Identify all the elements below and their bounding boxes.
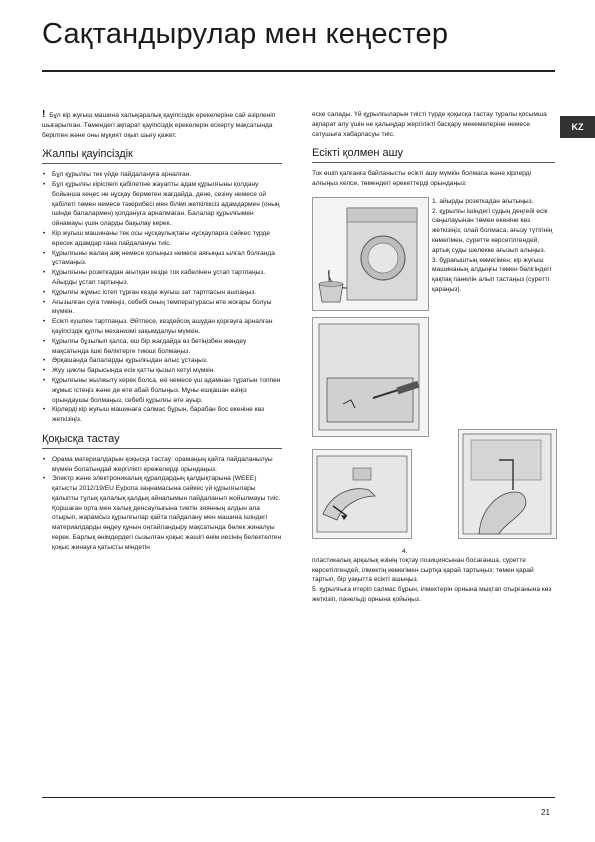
title-rule xyxy=(42,70,555,72)
list-item: • Құрылғыны жылжыту керек болса, екі немесе үш адамнан тұратын топпен жұмыс істеңіз және де өте абай болыңыз. Мұны ешқашан өзіңіз орындаушы болмаңыз, себебі құрылғы өте ауыр. xyxy=(42,376,282,405)
list-item: • Кір жуғыш машинаны тек осы нұсқаулықтағы нұсқауларға сәйкес түрде ересек адамдар ғана пайдалануы тиіс. xyxy=(42,229,282,249)
washing-machine-drain-illustration xyxy=(312,197,429,311)
list-item: • Жуу циклы барысында есік қатты қызып кетуі мүмкін. xyxy=(42,366,282,376)
step-item: 1. айырды розеткадан ағытыңыз. xyxy=(432,197,534,205)
list-item: • Құрылғыны жалаң аяқ немесе қолыңыз немесе аяғыңыз ылғал болғанда ұстамаңыз. xyxy=(42,249,282,269)
left-column xyxy=(42,110,282,553)
list-item: • Әрқашанда балаларды құрылғыдан алыс ұстаңыз. xyxy=(42,356,282,366)
list-item: • Бұл құрылғы кіріспелі қабілетіне жауапты адам құрылғыны қолдану бойынша кеңес не нұсқау бермеген жағдайда, дене, сезіну немесе ой қабілеті төмен немесе тәжірибесі мен білімі жеткіліксіз адамдармен (оның ішінде балалармен) қолдануға арналмаған. Балалар құрылғымен ойнамауы үшін оларды бақылау керек. xyxy=(42,180,282,229)
step-item: 2. құрылғы ішіндегі судың деңгейі есік саңылауынан төмен екеніне көз жеткізіңіз; олай болмаса, ағызу түтігінің көмегімен, суретте көрсетілгендей, артық суды шелекке ағызып алыңыз. xyxy=(432,207,553,254)
right-column xyxy=(312,110,555,605)
illustration-area xyxy=(312,197,555,555)
step-item: 5. құрылғыға итеріп салмас бұрын, ілмектерін орнына мықтап отырғанына көз жеткізіп, панельді орнына қойыңыз. xyxy=(312,586,552,603)
list-item: • Электр және электроникалық құралдардың қалдықтарына (WEEE) қатысты 2012/19/EU Еуропа заңнамасына сәйкес үй құрылғылары қалыпты тұлық қалалық қалдық айналымын пайдаланып жойылмауы тиіс. Қоршаған орта мен халық денсаулығына тиетін зиянның алдын ала отырып, жарамсыз құрылғылар қайта пайдалану мен машина ішіндегі материалдарды өңдеу құнын оңтайландыру мақсатында бөлек жиналуы керек. Барлық өнімдердегі сызылған қоқыс жәшігі өнім иесінің белектелген қоқыс жинауға қатысты міндетін xyxy=(42,474,282,552)
general-safety-list xyxy=(42,170,282,425)
step-item: пластикалық арқалық өзінің тоқтау позициясынан босағанша, суретте көрсетілгендей, ілмектің көмегімен сыртқа қарай тартыңыз; төмен қарай тартып, бір уақытта есікті ашыңыз. xyxy=(312,556,534,584)
list-item: • Бұл құрылғы тек үйде пайдалануға арналған. xyxy=(42,170,282,180)
list-item: • Орама материалдарын қоқысқа тастау: орамаңың қайта пайдаланылуы мүмкін болатындай жергілікті ережелерді орындаңыз. xyxy=(42,455,282,475)
list-item: • Есікті күшпен тартпаңыз. Әйтпесе, кездейсоқ ашудан қорғауға арналған қауіпсіздік құлпы механизмі зақымдалуы мүмкін. xyxy=(42,317,282,337)
intro-text: Бұл кір жуғыш машина халықаралық қауіпсіздік ерекелеріне сай әзірленіп шығарылған. Төмендегі ақпарат қауіпсіздік ерекелерін ескерту мақсатында берілген және оны мұқият оқып шығу қажет. xyxy=(42,112,276,139)
section-manual-door-title: Есікті қолмен ашу xyxy=(312,149,555,163)
page-number: 21 xyxy=(541,808,550,817)
warning-icon: ! xyxy=(42,109,46,120)
list-item: • Ағызылған суға тимеңіз, себебі оның температурасы өте жоғары болуы мүмкін. xyxy=(42,298,282,318)
pull-hook-illustration xyxy=(312,449,412,539)
step-item: 3. бұрағыштың көмегімен, кір жуғыш машинаның алдыңғы төмен бөлігіндегі қақпақ панелін алып тастаңыз (суретті қараңыз). xyxy=(432,256,552,293)
manual-door-intro: Ток өшіп қалғанға байланысты есікті ашу мүмкін болмаса және кірлерді алғыңыз келсе, төмендегі әрекеттерді орындаңыз: xyxy=(312,170,531,187)
page-title: Сақтандырулар мен кеңестер xyxy=(42,18,449,50)
remove-panel-illustration xyxy=(312,317,429,437)
hook-grip-illustration xyxy=(458,429,557,539)
manual-door-steps xyxy=(432,197,556,295)
disposal-continuation: еске салады. Үй құрылғыларын тиісті түрде қоқысқа тастау туралы қосымша ақпарат алу үшін не қалыңдар жергілікті басқару мекемелеріне немесе сатушыға хабарласуы тиіс. xyxy=(312,111,547,138)
section-general-safety-title: Жалпы қауіпсіздік xyxy=(42,150,282,164)
section-disposal-title: Қоқысқа тастау xyxy=(42,435,282,449)
manual-door-continuation xyxy=(312,556,555,605)
disposal-list xyxy=(42,455,282,553)
language-tab: KZ xyxy=(560,116,595,138)
list-item: • Кірлерді кір жуғыш машинаға салмас бұрын, барабан бос екеніне көз жеткізіңіз. xyxy=(42,405,282,425)
list-item: • Құрылғы жұмыс істеп тұрған кезде жуғыш зат тартпасын ашпаңыз. xyxy=(42,288,282,298)
list-item: • Құрылғы бұзылып қалса, еш бір жағдайда өз бетіңізбен жөндеу мақсатында ішкі бөліктерге тиюші болмаңыз. xyxy=(42,337,282,357)
intro-paragraph xyxy=(42,110,282,140)
footer-rule xyxy=(42,797,555,798)
figure-label: 4. xyxy=(402,547,408,555)
list-item: • Құрылғыны розеткадан ағытқан кезде ток кабелінен ұстап тартпаңыз. Айырды ұстап тартыңыз. xyxy=(42,268,282,288)
